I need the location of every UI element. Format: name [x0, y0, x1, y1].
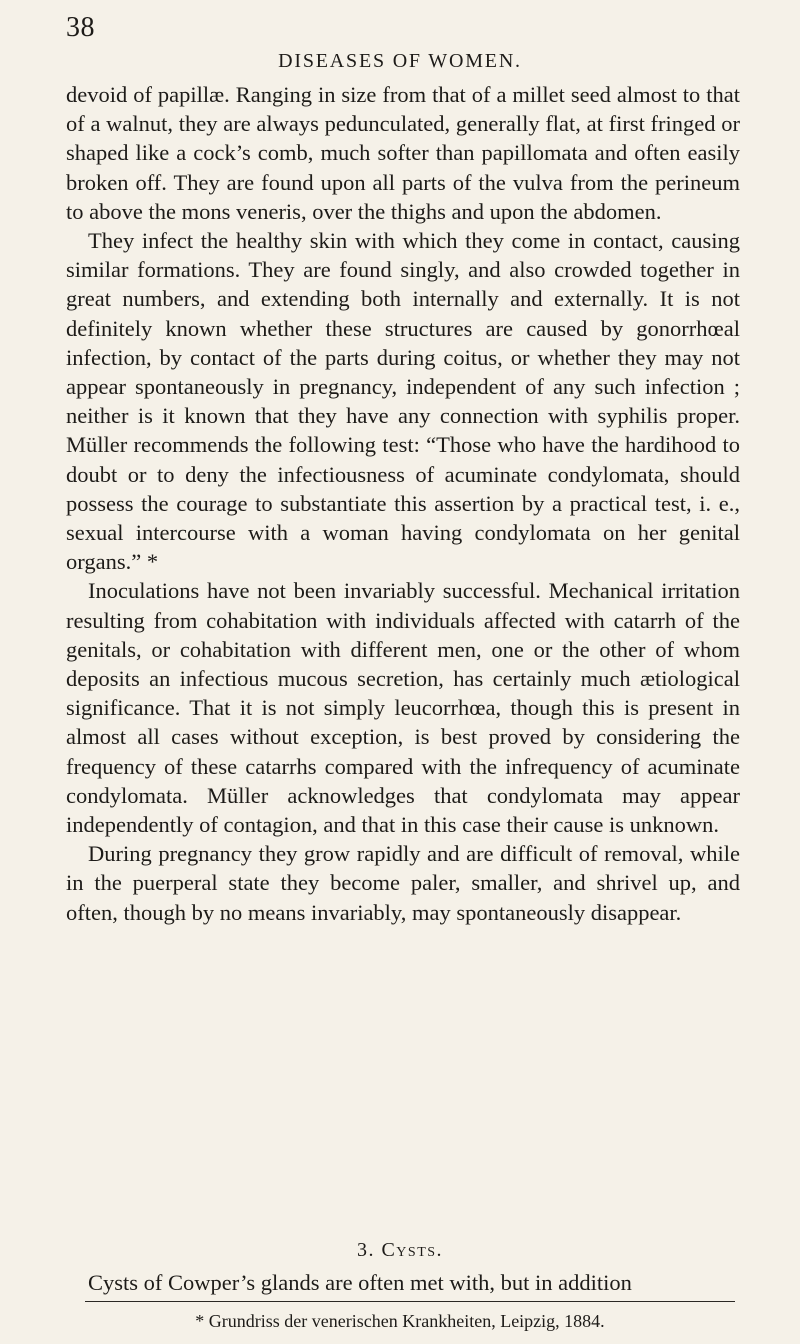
paragraph: They infect the healthy skin with which they come in contact, causing similar formations. They are found singly, and also crowded together in great numbers, and extending both internally and externally. It is not definitely known whether these structures are caused by gonorrhœal infection, by contact of the parts during coitus, or whether they may not appear spontaneously in pregnancy, independent of any such infection ; neither is it known that they have any connection with syphilis proper. Müller recommends the following test: “Those who have the hardihood to doubt or to deny the infectiousness of acuminate condylomata, should possess the courage to substantiate this assertion by a practical test, i. e., sexual intercourse with a woman having condylomata on her genital organs.” *	[66, 228, 740, 575]
running-title: DISEASES OF WOMEN.	[278, 50, 522, 72]
footnote-divider	[85, 1301, 735, 1302]
paragraph: During pregnancy they grow rapidly and are difficult of removal, while in the puerperal state they become paler, smaller, and shrivel up, and often, though by no means invariably, may spontaneously disappear.	[66, 841, 740, 925]
footnote: * Grundriss der venerischen Krankheiten, Leipzig, 1884.	[195, 1311, 605, 1331]
section-heading	[0, 1239, 800, 1262]
page-number: 38	[66, 12, 95, 43]
paragraph: Inoculations have not been invariably successful. Mechanical irritation resulting from cohabitation with individuals affected with catarrh of the genitals, or cohabitation with different men, one or the other of whom deposits an infectious mucous secretion, has certainly much ætiological significance. That it is not simply leucorrhœa, though this is present in almost all cases without exception, is best proved by considering the frequency of these catarrhs compared with the infrequency of acuminate condylomata. Müller acknowledges that condylomata may appear independently of contagion, and that in this case their cause is unknown.	[66, 578, 740, 838]
section-title: Cysts.	[381, 1239, 444, 1261]
section-number: 3.	[356, 1239, 375, 1261]
section-text: Cysts of Cowper’s glands are often met with, but in addition	[88, 1270, 632, 1295]
body-text	[66, 80, 740, 927]
paragraph: devoid of papillæ. Ranging in size from that of a millet seed almost to that of a walnut, they are always pedunculated, generally flat, at first fringed or shaped like a cock’s comb, much softer than papillomata and often easily broken off. They are found upon all parts of the vulva from the perineum to above the mons veneris, over the thighs and upon the abdomen.	[66, 82, 740, 224]
